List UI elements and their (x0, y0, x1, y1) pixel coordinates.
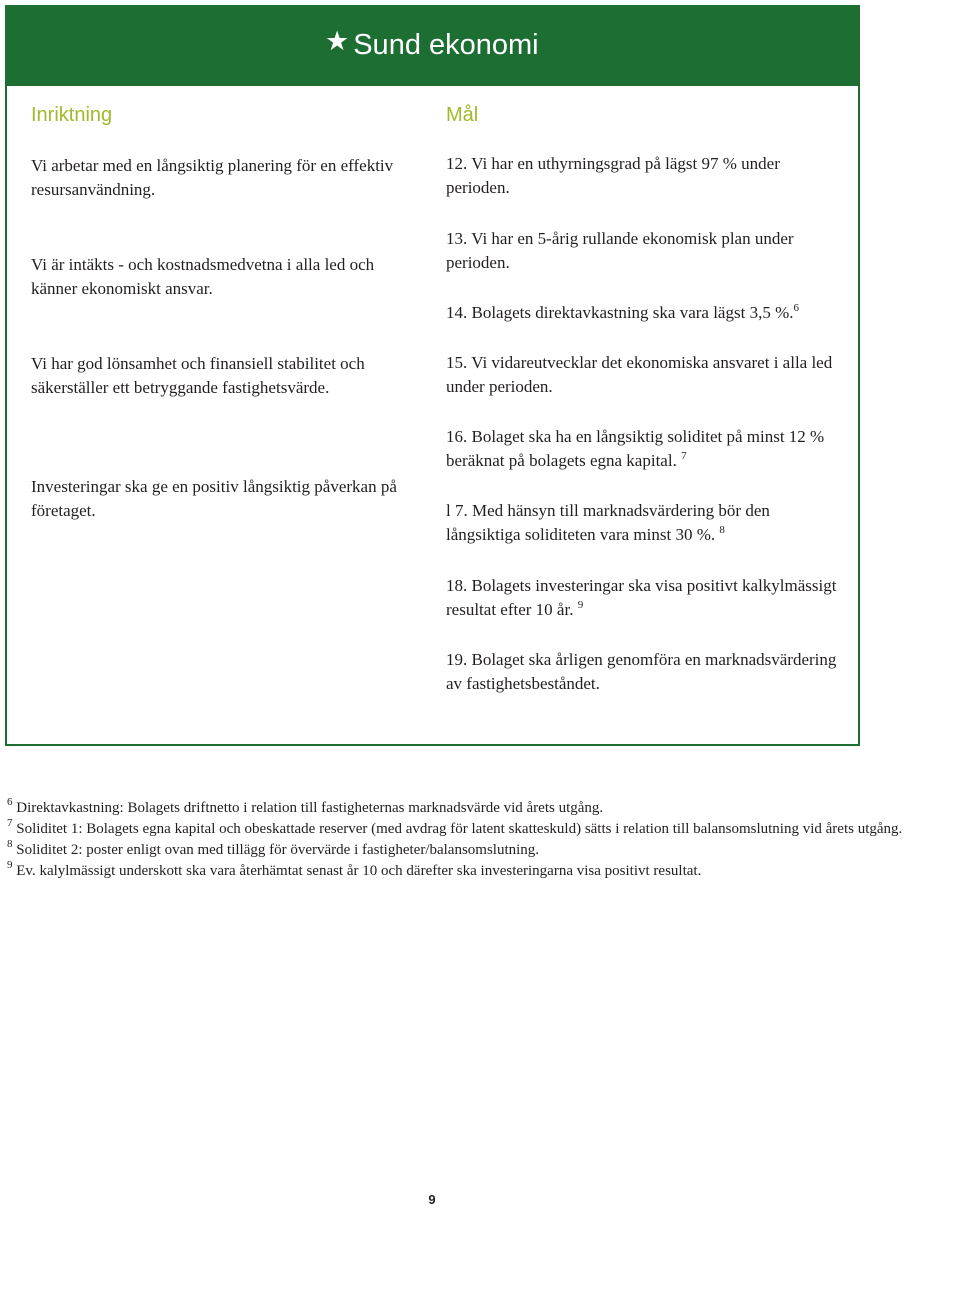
footnote (7, 819, 947, 840)
goal-text: 15. Vi vidareutvecklar det ekonomiska ansvaret i alla led under perioden. (446, 353, 833, 396)
page-number: 9 (428, 1192, 436, 1207)
footnote-number: 9 (7, 859, 13, 871)
goal-box (5, 5, 860, 746)
goal-text: 13. Vi har en 5-årig rullande ekonomisk plan under perioden. (446, 229, 794, 272)
section-title (325, 25, 539, 65)
goal-text: 16. Bolaget ska ha en långsiktig soliditet på minst 12 % beräknat på bolagets egna kapital. (446, 427, 825, 470)
direction-paragraph: Vi är intäkts - och kostnadsmedvetna i alla led och känner ekonomiskt ansvar. (31, 255, 375, 298)
star-icon: ★ (325, 26, 350, 56)
footnote-ref: 6 (793, 302, 799, 314)
goal-item (446, 227, 846, 275)
goal-item (446, 351, 846, 399)
footnote-text: Soliditet 2: poster enligt ovan med tillägg för övervärde i fastigheter/balansomslutning. (12, 842, 540, 858)
goal-text: 18. Bolagets investeringar ska visa positivt kalkylmässigt resultat efter 10 år. (446, 576, 837, 619)
goal-item (446, 648, 846, 696)
goal-item (446, 574, 846, 622)
footnote-text: Ev. kalylmässigt underskott ska vara återhämtat senast år 10 och därefter ska investeringarna visa positivt resultat. (12, 863, 702, 879)
footnote (7, 840, 947, 861)
footnotes (7, 798, 947, 882)
goal-item (446, 499, 846, 547)
footnote-ref: 8 (719, 524, 725, 536)
column-heading-mal: Mål (446, 104, 479, 126)
goal-text: 19. Bolaget ska årligen genomföra en marknadsvärdering av fastighetsbeståndet. (446, 650, 837, 693)
direction-paragraph: Investeringar ska ge en positiv långsiktig påverkan på företaget. (31, 477, 397, 520)
footnote (7, 798, 947, 819)
footnote-number: 6 (7, 796, 13, 808)
footnote-ref: 9 (577, 599, 584, 611)
direction-paragraph: Vi har god lönsamhet och finansiell stabilitet och säkerställer ett betryggande fastighetsvärde. (31, 354, 365, 397)
goal-item (446, 301, 846, 325)
footnote-number: 7 (7, 817, 13, 829)
footnote-ref: 7 (681, 450, 687, 462)
footnote (7, 861, 947, 882)
goal-item (446, 425, 846, 473)
goal-item (446, 152, 846, 200)
goal-text: 12. Vi har en uthyrningsgrad på lägst 97 % under perioden. (446, 154, 780, 197)
column-heading-inriktning: Inriktning (31, 104, 113, 126)
goal-text: l 7. Med hänsyn till marknadsvärdering bör den långsiktiga soliditeten vara minst 30 %. (446, 501, 770, 544)
goal-text: 14. Bolagets direktavkastning ska vara lägst 3,5 %. (446, 303, 794, 322)
direction-paragraph: Vi arbetar med en långsiktig planering för en effektiv resursanvändning. (31, 156, 394, 199)
section-header (7, 7, 858, 86)
section-title-text: Sund ekonomi (353, 29, 539, 61)
footnote-number: 8 (7, 838, 13, 850)
footnote-text: Soliditet 1: Bolagets egna kapital och obeskattade reserver (med avdrag för latent skatteskuld) sätts i relation till balansomslutning vid årets utgång. (12, 821, 903, 837)
footnote-text: Direktavkastning: Bolagets driftnetto i relation till fastigheternas marknadsvärde vid årets utgång. (12, 800, 604, 816)
